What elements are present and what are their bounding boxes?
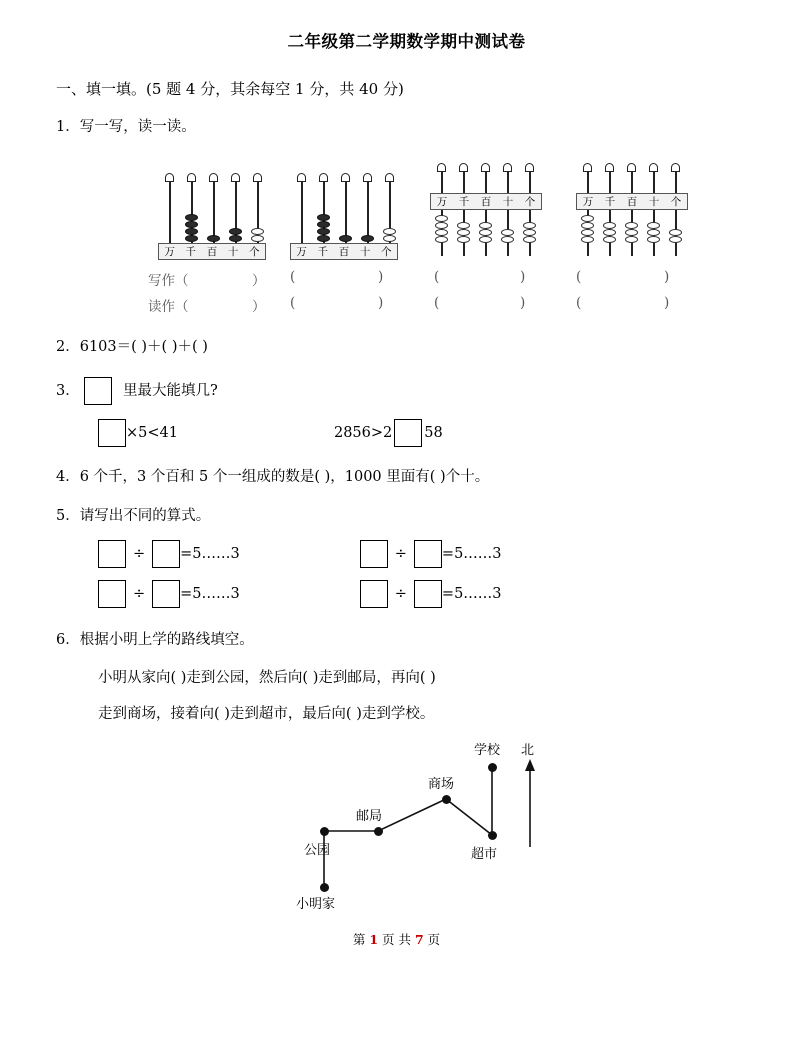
q5-dividend-box[interactable] — [98, 540, 126, 568]
write-blank-3-open[interactable]: ( — [434, 268, 440, 285]
q5-divisor-box[interactable] — [152, 540, 180, 568]
abacus-bead — [435, 215, 448, 222]
place-label: 千 — [604, 195, 616, 208]
question-6-line-1: 小明从家向( )走到公园，然后向( )走到邮局，再向( ) — [98, 669, 436, 686]
question-3-expressions — [98, 419, 737, 447]
q5-equation-2 — [360, 540, 502, 568]
question-3-text: 里最大能填几? — [122, 382, 218, 399]
map-label-postoffice: 邮局 — [356, 809, 383, 825]
place-label: 个 — [670, 195, 682, 208]
abacus-bead — [479, 222, 492, 229]
q5-result: =5……3 — [441, 586, 502, 602]
abacus-bead — [523, 229, 536, 236]
read-blank-1-close[interactable]: ） — [252, 298, 266, 315]
place-label: 十 — [648, 195, 660, 208]
abacus-bead — [581, 215, 594, 222]
q3-right-expression-prefix: 2856>2 — [333, 424, 393, 441]
map-label-xiaominghome: 小明家 — [296, 897, 336, 913]
division-sign: ÷ — [133, 546, 146, 562]
q5-divisor-box[interactable] — [152, 580, 180, 608]
map-label-school: 学校 — [474, 743, 501, 759]
abacus-bead — [229, 235, 242, 242]
abacus-bead — [581, 236, 594, 243]
question-1: 1．写一写，读一读。 — [56, 119, 196, 135]
q3-left-box[interactable] — [98, 419, 126, 447]
abacus-bead — [625, 222, 638, 229]
q5-result: =5……3 — [180, 546, 240, 562]
question-3-number: 3． — [56, 382, 80, 399]
q3-right-box[interactable] — [394, 419, 422, 447]
q5-result: =5……3 — [180, 586, 240, 602]
abacus-bead — [603, 229, 616, 236]
place-label: 个 — [381, 245, 392, 258]
abacus-bead — [383, 235, 396, 242]
q3-left-expression: ×5<41 — [126, 424, 178, 441]
read-blank-2-close[interactable]: ) — [378, 294, 384, 311]
place-label: 百 — [480, 195, 492, 208]
q5-dividend-box[interactable] — [98, 580, 126, 608]
place-label: 千 — [185, 245, 197, 258]
question-6: 6．根据小明上学的路线填空。 — [56, 632, 254, 648]
write-blank-2-open[interactable]: ( — [290, 268, 296, 285]
place-label: 万 — [296, 245, 307, 258]
abacus-bead — [647, 236, 660, 243]
footer-middle: 页 共 — [382, 932, 411, 947]
abacus-3 — [428, 163, 544, 263]
write-label: 写作（ — [148, 272, 189, 289]
place-label: 万 — [436, 195, 448, 208]
abacus-bead — [317, 235, 330, 242]
abacus-bead — [457, 236, 470, 243]
place-label: 万 — [164, 245, 175, 258]
abacus-place-labels — [576, 193, 688, 210]
abacus-bead — [523, 222, 536, 229]
abacus-bead — [603, 236, 616, 243]
abacus-bead — [361, 235, 374, 242]
place-label: 十 — [502, 195, 514, 208]
q5-divisor-box[interactable] — [414, 540, 442, 568]
place-label: 百 — [338, 245, 350, 258]
abacus-2 — [288, 173, 398, 263]
question-5: 5．请写出不同的算式。 — [56, 508, 211, 525]
abacus-figures — [56, 153, 737, 263]
place-label: 十 — [359, 245, 371, 258]
route-map-lines — [56, 747, 656, 917]
abacus-place-labels — [290, 243, 398, 260]
q5-equation-4 — [360, 580, 502, 608]
abacus-place-labels — [158, 243, 266, 260]
read-label: 读作（ — [148, 298, 189, 315]
abacus-bead — [185, 235, 198, 242]
q5-equation-3 — [98, 580, 240, 608]
abacus-bead — [251, 228, 264, 235]
abacus-bead — [317, 221, 330, 228]
read-blank-3-close[interactable]: ) — [520, 294, 526, 311]
question-3 — [56, 377, 737, 405]
q5-equation-1 — [98, 540, 240, 568]
abacus-bead — [383, 228, 396, 235]
abacus-bead — [457, 229, 470, 236]
write-blank-2-close[interactable]: ) — [378, 268, 384, 285]
abacus-bead — [435, 229, 448, 236]
abacus-bead — [669, 236, 682, 243]
question-2: 2．6103＝( )＋( )＋( ) — [56, 338, 208, 355]
route-map — [56, 743, 737, 917]
read-blank-4-close[interactable]: ) — [664, 294, 670, 311]
division-sign: ÷ — [133, 586, 146, 602]
place-label: 百 — [206, 245, 218, 258]
place-label: 百 — [626, 195, 638, 208]
write-blank-1-close[interactable]: ） — [252, 272, 266, 289]
abacus-bead — [339, 235, 352, 242]
place-label: 万 — [582, 195, 594, 208]
abacus-bead — [317, 214, 330, 221]
place-label: 千 — [317, 245, 329, 258]
q3-answer-box[interactable] — [84, 377, 112, 405]
read-blank-3-open[interactable]: ( — [434, 294, 440, 311]
question-6-line-2: 走到商场，接着向( )走到超市，最后向( )走到学校。 — [98, 705, 435, 722]
division-sign: ÷ — [394, 586, 407, 602]
abacus-bead — [647, 222, 660, 229]
abacus-bead — [581, 229, 594, 236]
abacus-bead — [669, 229, 682, 236]
abacus-bead — [435, 222, 448, 229]
place-label: 个 — [524, 195, 536, 208]
q5-equation-row-2 — [98, 580, 737, 608]
page-footer — [0, 930, 793, 948]
footer-page-number: 1 — [369, 932, 379, 947]
map-label-mall: 商场 — [428, 777, 455, 793]
q5-divisor-box[interactable] — [414, 580, 442, 608]
write-blank-3-close[interactable]: ) — [520, 268, 526, 285]
abacus-bead — [479, 236, 492, 243]
abacus-bead — [457, 222, 470, 229]
place-label: 千 — [458, 195, 470, 208]
read-blank-4-open[interactable]: ( — [576, 294, 582, 311]
q5-result: =5……3 — [441, 546, 502, 562]
abacus-bead — [647, 229, 660, 236]
abacus-place-labels — [430, 193, 542, 210]
abacus-bead — [581, 222, 594, 229]
abacus-bead — [317, 228, 330, 235]
footer-total-pages: 7 — [414, 932, 424, 947]
abacus-bead — [501, 229, 514, 236]
place-label: 个 — [249, 245, 260, 258]
q3-right-expression-suffix: 58 — [424, 424, 443, 441]
write-blank-4-close[interactable]: ) — [664, 268, 670, 285]
abacus-bead — [501, 236, 514, 243]
abacus-bead — [625, 236, 638, 243]
abacus-bead — [207, 235, 220, 242]
abacus-bead — [479, 229, 492, 236]
division-sign: ÷ — [394, 546, 407, 562]
abacus-bead — [185, 214, 198, 221]
abacus-bead — [523, 236, 536, 243]
abacus-bead — [251, 235, 264, 242]
abacus-bead — [603, 222, 616, 229]
section-heading-1: 一、填一填。(5 题 4 分，其余每空 1 分，共 40 分) — [56, 80, 404, 98]
map-label-supermarket: 超市 — [471, 847, 498, 863]
q5-equation-row-1 — [98, 540, 737, 568]
write-blank-4-open[interactable]: ( — [576, 268, 582, 285]
abacus-bead — [435, 236, 448, 243]
abacus-bead — [185, 221, 198, 228]
q5-dividend-box[interactable] — [360, 540, 388, 568]
write-read-blanks — [56, 269, 737, 323]
map-label-north: 北 — [521, 743, 535, 759]
abacus-bead — [625, 229, 638, 236]
abacus-bead — [185, 228, 198, 235]
footer-suffix: 页 — [427, 932, 441, 947]
place-label: 十 — [227, 245, 239, 258]
q5-dividend-box[interactable] — [360, 580, 388, 608]
page-title: 二年级第二学期数学期中测试卷 — [287, 32, 526, 51]
read-blank-2-open[interactable]: ( — [290, 294, 296, 311]
footer-prefix: 第 — [352, 932, 366, 947]
question-4: 4．6 个千，3 个百和 5 个一组成的数是( )，1000 里面有( )个十。 — [56, 468, 490, 485]
abacus-4 — [574, 163, 690, 263]
map-label-park: 公园 — [304, 843, 331, 859]
abacus-bead — [229, 228, 242, 235]
abacus-1 — [156, 173, 266, 263]
